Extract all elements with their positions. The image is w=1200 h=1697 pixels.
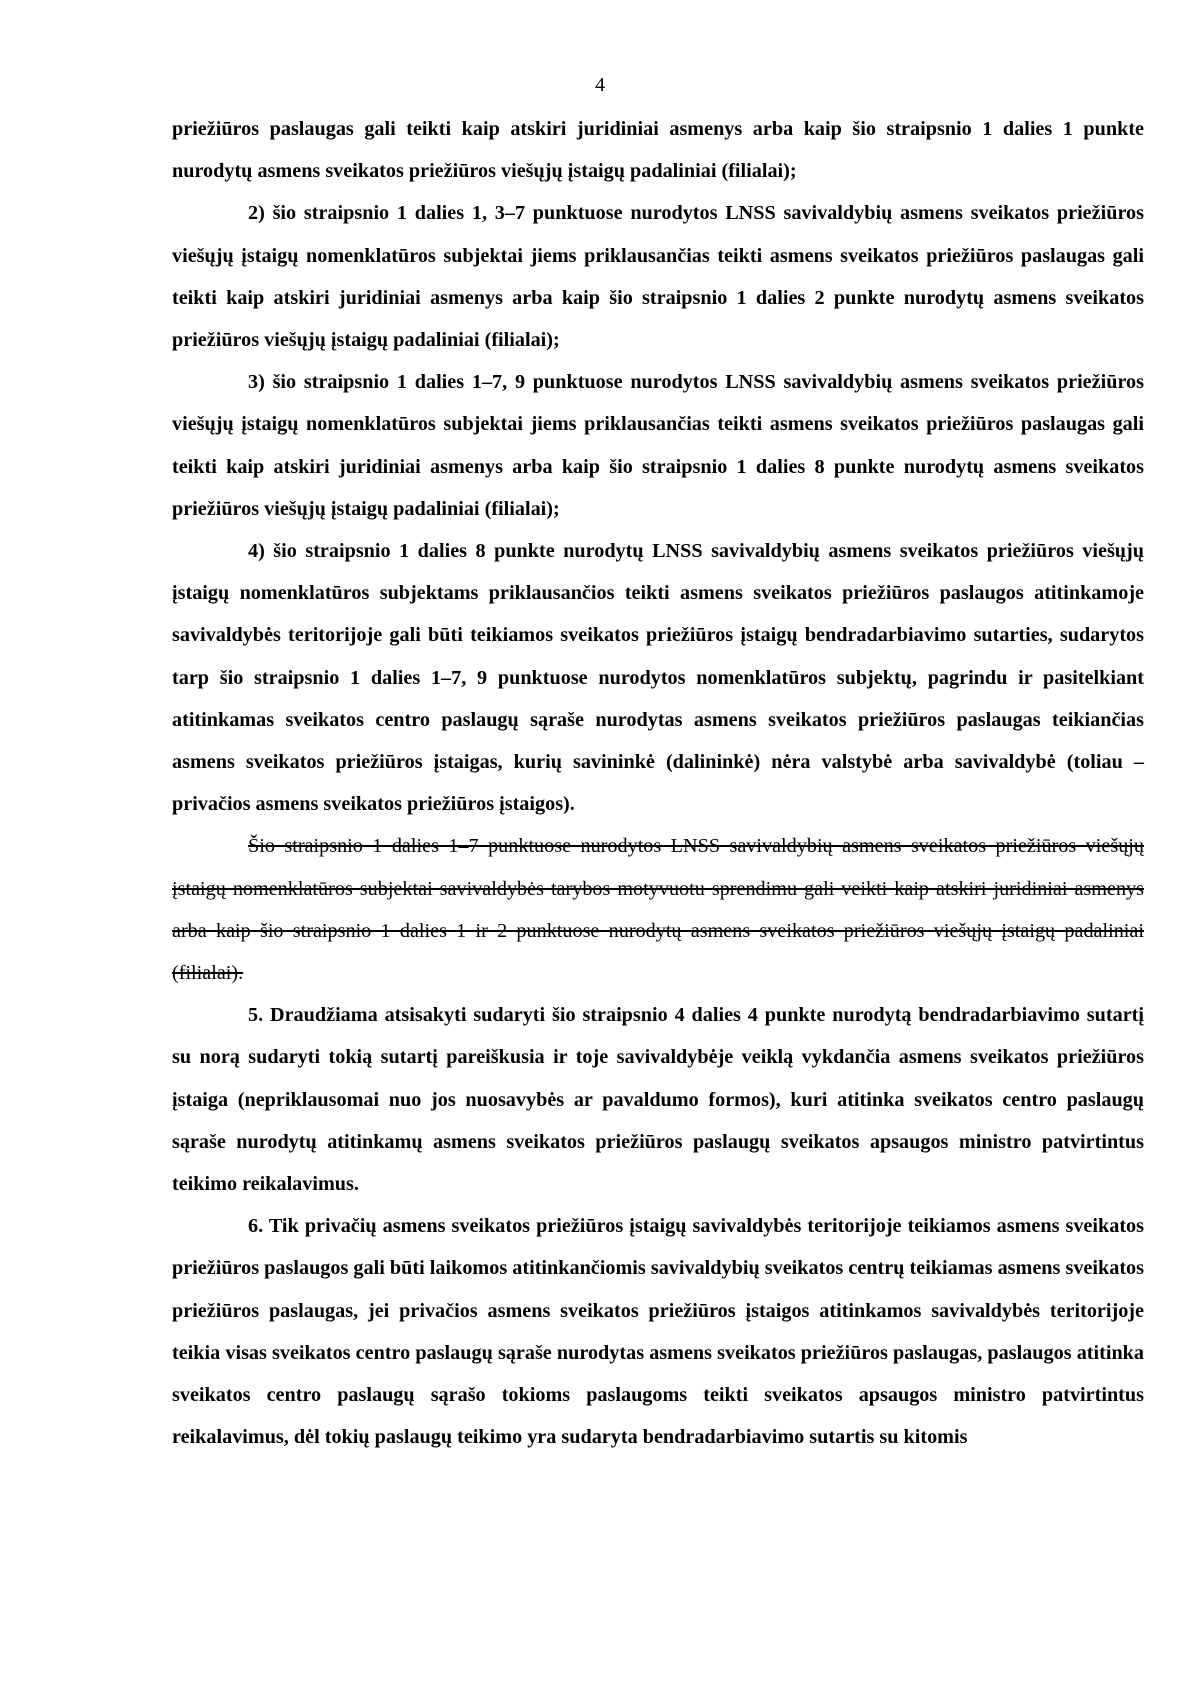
page-number: 4: [595, 74, 605, 96]
paragraph-section-6: 6. Tik privačių asmens sveikatos priežiūros įstaigų savivaldybės teritorijoje teikiamos asmens sveikatos priežiūros paslaugos gali būti laikomos atitinkančiomis savivaldybių sveikatos centrų teikiamas asmens sveikatos priežiūros paslaugas, jei privačios asmens sveikatos priežiūros įstaigos atitinkamos savivaldybės teritorijoje teikia visas sveikatos centro paslaugų sąraše nurodytas asmens sveikatos priežiūros paslaugas, paslaugos atitinka sveikatos centro paslaugų sąrašo tokioms paslaugoms teikti sveikatos apsaugos ministro patvirtintus reikalavimus, dėl tokių paslaugų teikimo yra sudaryta bendradarbiavimo sutartis su kitomis: [172, 1215, 1144, 1449]
paragraph-section-5: 5. Draudžiama atsisakyti sudaryti šio straipsnio 4 dalies 4 punkte nurodytą bendradarbiavimo sutartį su norą sudaryti tokią sutartį pareiškusia ir toje savivaldybėje veiklą vykdančia asmens sveikatos priežiūros įstaiga (nepriklausomai nuo jos nuosavybės ar pavaldumo formos), kuri atitinka sveikatos centro paslaugų sąraše nurodytų atitinkamų asmens sveikatos priežiūros paslaugų sveikatos apsaugos ministro patvirtintus teikimo reikalavimus.: [172, 1004, 1144, 1196]
paragraph-struck-through: Šio straipsnio 1 dalies 1–7 punktuose nurodytos LNSS savivaldybių asmens sveikatos priežiūros viešųjų įstaigų nomenklatūros subjektai savivaldybės tarybos motyvuotu sprendimu gali veikti kaip atskiri juridiniai asmenys arba kaip šio straipsnio 1 dalies 1 ir 2 punktuose nurodytų asmens sveikatos priežiūros viešųjų įstaigų padaliniai (filialai).: [172, 835, 1144, 985]
paragraph-item-4: 4) šio straipsnio 1 dalies 8 punkte nurodytų LNSS savivaldybių asmens sveikatos priežiūros viešųjų įstaigų nomenklatūros subjektams priklausančios teikti asmens sveikatos priežiūros paslaugos atitinkamoje savivaldybės teritorijoje gali būti teikiamos sveikatos priežiūros įstaigų bendradarbiavimo sutarties, sudarytos tarp šio straipsnio 1 dalies 1–7, 9 punktuose nurodytos nomenklatūros subjektų, pagrindu ir pasitelkiant atitinkamas sveikatos centro paslaugų sąraše nurodytas asmens sveikatos priežiūros paslaugas teikiančias asmens sveikatos priežiūros įstaigas, kurių savininkė (dalininkė) nėra valstybė arba savivaldybė (toliau – privačios asmens sveikatos priežiūros įstaigos).: [172, 540, 1144, 816]
paragraph-continuation: priežiūros paslaugas gali teikti kaip atskiri juridiniai asmenys arba kaip šio straipsnio 1 dalies 1 punkte nurodytų asmens sveikatos priežiūros viešųjų įstaigų padaliniai (filialai);: [172, 118, 1144, 183]
paragraph-item-2: 2) šio straipsnio 1 dalies 1, 3–7 punktuose nurodytos LNSS savivaldybių asmens sveikatos priežiūros viešųjų įstaigų nomenklatūros subjektai jiems priklausančias teikti asmens sveikatos priežiūros paslaugas gali teikti kaip atskiri juridiniai asmenys arba kaip šio straipsnio 1 dalies 2 punkte nurodytų asmens sveikatos priežiūros viešųjų įstaigų padaliniai (filialai);: [172, 202, 1144, 352]
document-body: [172, 108, 1144, 1459]
paragraph-item-3: 3) šio straipsnio 1 dalies 1–7, 9 punktuose nurodytos LNSS savivaldybių asmens sveikatos priežiūros viešųjų įstaigų nomenklatūros subjektai jiems priklausančias teikti asmens sveikatos priežiūros paslaugas gali teikti kaip atskiri juridiniai asmenys arba kaip šio straipsnio 1 dalies 8 punkte nurodytų asmens sveikatos priežiūros viešųjų įstaigų padaliniai (filialai);: [172, 371, 1144, 520]
